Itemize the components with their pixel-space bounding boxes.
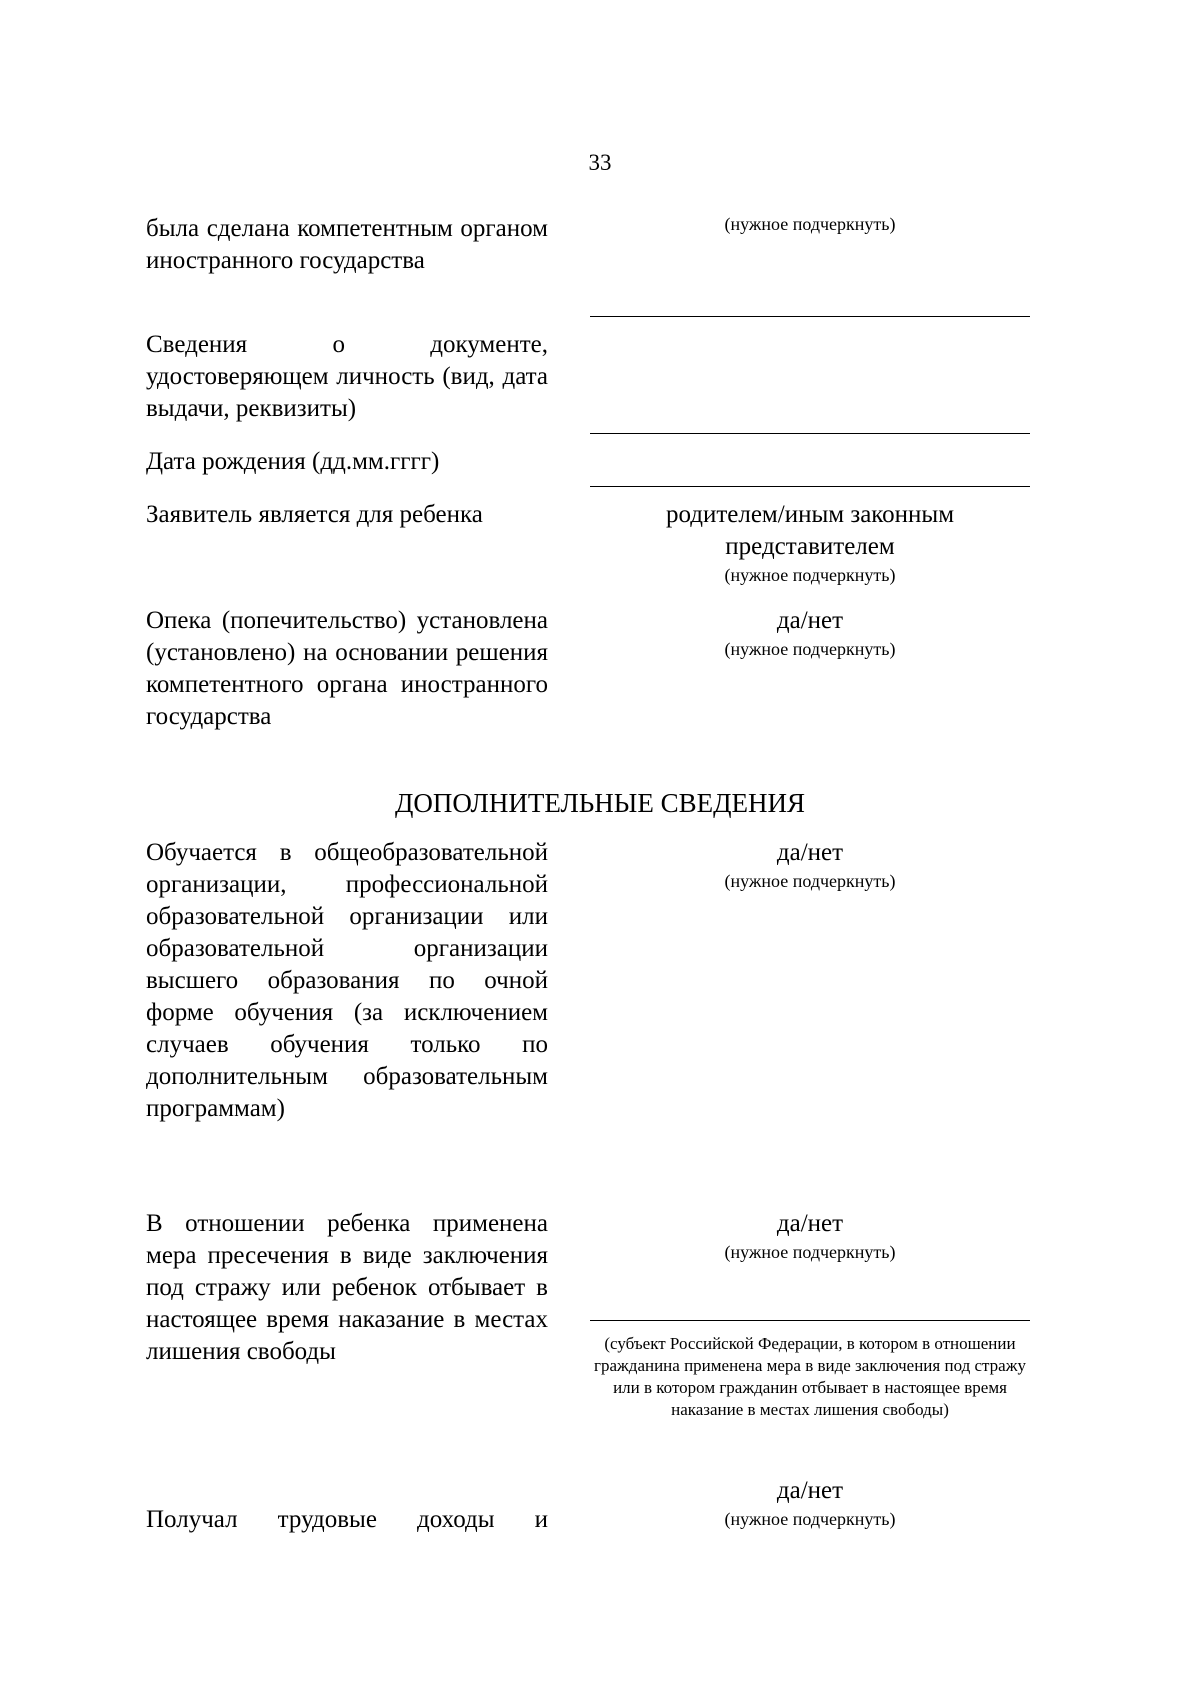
decision-answer-line[interactable] <box>590 316 1030 317</box>
applicant-role-label: Заявитель является для ребенка <box>146 501 483 528</box>
birth-date-answer-line[interactable] <box>590 486 1030 487</box>
income-answer <box>590 1475 1030 1531</box>
birth-date-label: Дата рождения (дд.мм.гггг) <box>146 448 440 475</box>
subject-answer-line[interactable] <box>590 1320 1030 1321</box>
income-value[interactable]: да/нет <box>776 1477 844 1504</box>
detention-value[interactable]: да/нет <box>776 1210 844 1237</box>
applicant-role-note: (нужное подчеркнуть) <box>724 565 896 585</box>
page-number: 33 <box>588 150 612 175</box>
guardianship-value[interactable]: да/нет <box>776 607 844 634</box>
section-heading: ДОПОЛНИТЕЛЬНЫЕ СВЕДЕНИЯ <box>394 788 806 818</box>
applicant-role-answer <box>590 499 1030 587</box>
education-value[interactable]: да/нет <box>776 839 844 866</box>
income-note: (нужное подчеркнуть) <box>724 1509 896 1529</box>
guardianship-answer <box>590 605 1030 661</box>
guardianship-label: Опека (попечительство) установлена (установлено) на основании решения компетентного органа иностранного государства <box>146 607 548 730</box>
income-label: Получал трудовые доходы и <box>146 1506 548 1533</box>
detention-answer <box>590 1208 1030 1264</box>
education-label: Обучается в общеобразовательной организации, профессиональной образовательной организации или образовательной организации высшего образования по очной форме обучения (за исключением случаев обучения только по дополнительным образовательным программам) <box>146 839 548 1122</box>
subject-note: (субъект Российской Федерации, в котором в отношении гражданина применена мера в виде заключения под стражу или в котором гражданин отбывает в настоящее время наказание в местах лишения свободы) <box>594 1334 1026 1419</box>
identity-doc-label: Сведения о документе, удостоверяющем личность (вид, дата выдачи, реквизиты) <box>146 331 548 422</box>
identity-doc-answer-line[interactable] <box>590 433 1030 434</box>
decision-note: (нужное подчеркнуть) <box>724 214 896 234</box>
applicant-role-value[interactable]: родителем/иным законным представителем <box>665 501 955 560</box>
detention-label: В отношении ребенка применена мера пресечения в виде заключения под стражу или ребенок отбывает в настоящее время наказание в местах лишения свободы <box>146 1210 548 1365</box>
guardianship-note: (нужное подчеркнуть) <box>724 639 896 659</box>
decision-label: была сделана компетентным органом иностранного государства <box>146 215 548 274</box>
education-answer <box>590 837 1030 893</box>
education-note: (нужное подчеркнуть) <box>724 871 896 891</box>
detention-note: (нужное подчеркнуть) <box>724 1242 896 1262</box>
